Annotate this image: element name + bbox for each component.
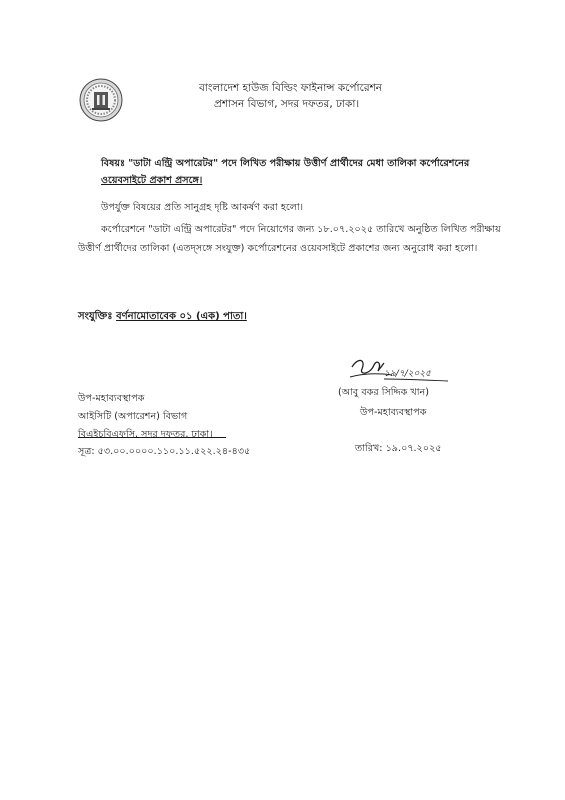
reference-number: সূত্র: ৫৩.০০.০০০০.১১০.১১.৫২২.২৪-৪৩৫ <box>78 446 251 457</box>
subject-block <box>101 155 521 189</box>
recipient-line3: বিএইচবিএফসি, সদর দফতর, ঢাকা। <box>78 429 213 440</box>
signatory-title: উপ-মহাব্যবস্থাপক <box>360 407 427 418</box>
subject-text-line1: "ডাটা এন্ট্রি অপারেটর" পদে লিখিত পরীক্ষায় উত্তীর্ণ প্রার্থীদের মেধা তালিকা কর্পোরেশনের <box>128 158 470 169</box>
body-paragraph-2-line2: উত্তীর্ণ প্রার্থীদের তালিকা (এতদ্সঙ্গে সংযুক্ত) কর্পোরেশনের ওয়েবসাইটে প্রকাশের জন্য অনুরোধ করা হলো। <box>78 243 478 254</box>
organization-name: বাংলাদেশ হাউজ বিল্ডিং ফাইনান্স কর্পোরেশন <box>199 82 383 94</box>
recipient-line1: উপ-মহাব্যবস্থাপক <box>78 393 145 404</box>
enclosure <box>78 309 247 326</box>
svg-text:১৯/৭/২০২৫: ১৯/৭/২০২৫ <box>384 369 431 379</box>
divider-rule <box>78 437 226 438</box>
department-address: প্রশাসন বিভাগ, সদর দফতর, ঢাকা। <box>214 98 360 110</box>
body-paragraph-1: উপর্যুক্ত বিষয়ের প্রতি সানুগ্রহ দৃষ্টি আকর্ষণ করা হলো। <box>101 202 304 213</box>
body-paragraph-2-line1: কর্পোরেশনে "ডাটা এন্ট্রি অপারেটর" পদে নিয়োগের জন্য ১৮.০৭.২০২৫ তারিখে অনুষ্ঠিত লিখিত পরীক্ষায় <box>101 224 501 235</box>
corporation-logo <box>79 78 123 122</box>
enclosure-text: বর্ণনামোতাবেক ০১ (এক) পাতা। <box>116 311 247 322</box>
subject-label: বিষয়ঃ <box>101 158 126 169</box>
recipient-line2: আইসিটি (অপারেশন) বিভাগ <box>78 411 188 422</box>
subject-text-line2: ওয়েবসাইটে প্রকাশ প্রসঙ্গে। <box>101 175 203 186</box>
signatory-name: (আবু বকর সিদ্দিক খান) <box>338 387 429 398</box>
document-date: তারিখ: ১৯.০৭.২০২৫ <box>355 443 442 454</box>
enclosure-label: সংযুক্তিঃ <box>78 311 113 322</box>
